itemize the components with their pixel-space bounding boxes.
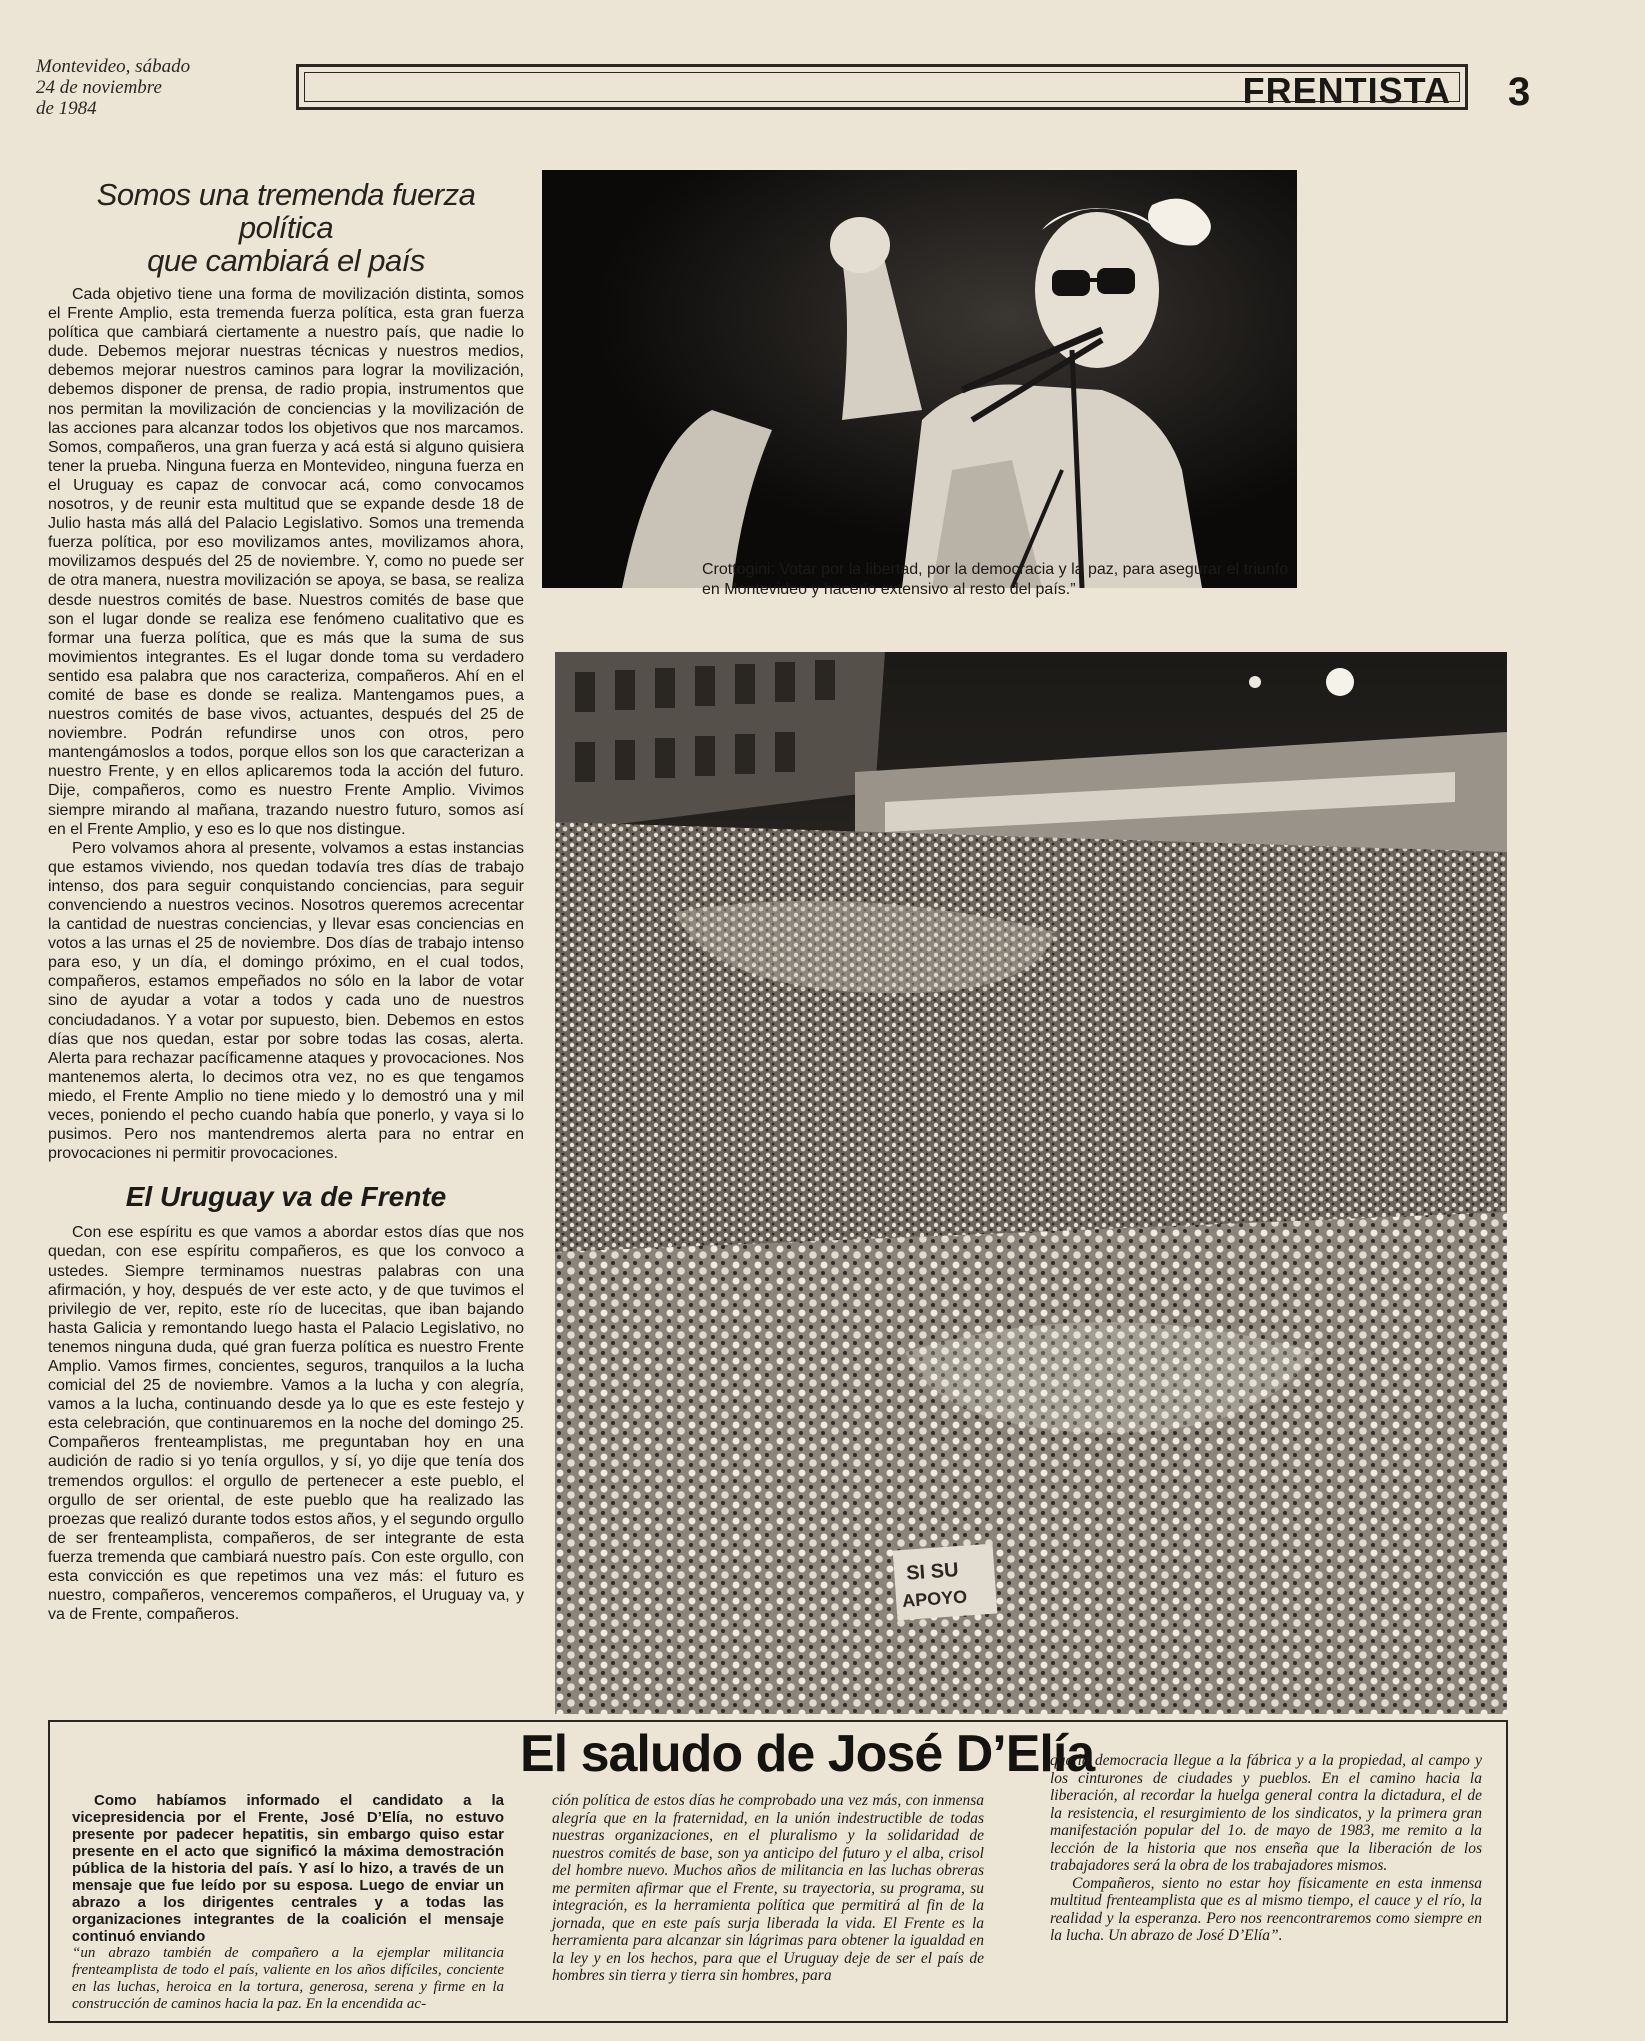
headline-line: Somos una tremenda fuerza política [96, 177, 476, 245]
bottom-paragraph: ción política de estos días he comprobado una vez más, con inmensa alegría que en la fraternidad, en la unión indestructible de todas nuestras organizaciones, en el pluralismo y la solidaridad de nuestros comités de base, son ya anticipo del futuro y el alba, crisol del hombre nuevo. Muchos años de militancia en las luchas obreras me permiten afirmar que el Frente, su trayectoria, su programa, su integración, es la herramienta política que permitirá al fin de la jornada, que en este país surja liberada la vida. El Frente es la herramienta para alcanzar sin lágrimas para obtener la igualdad en la ley y en los hechos, para que el Uruguay deje de ser el país de hombres sin tierra y tierra sin hombres, para [552, 1792, 984, 1984]
photo-caption: Crottogini: Votar por la libertad, por la democracia y la paz, para asegurar el triunfo en Montevideo y hacerlo extensivo al resto del país.” [702, 561, 1289, 598]
article-paragraph: Cada objetivo tiene una forma de movilización distinta, somos el Frente Amplio, esta tremenda fuerza política, esta gran fuerza política que cambiará ciertamente a nuestro país, que nadie lo dude. Debemos mejorar nuestras técnicas y nuestros medios, debemos mejorar nuestros caminos para lograr la movilización, debemos disponer de prensa, de radio propia, instrumentos que nos permitan la movilización de conciencias y la movilización de las acciones para alcanzar todos los objetivos que nos marcamos. Somos, compañeros, una gran fuerza y acá está si alguno quisiera tener la prueba. Ninguna fuerza en Montevideo, ninguna fuerza en el Uruguay es capaz de convocar acá, como convocamos nosotros, y de reunir esta multitud que se expande desde 18 de Julio hasta más allá del Palacio Legislativo. Somos una tremenda fuerza política, por eso movilizamos antes, movilizamos ahora, movilizamos después del 25 de noviembre. Y, como no puede ser de otra manera, nuestra movilización se apoya, se basa, se realiza desde nuestros comités de base. Nuestros comités de base que son el lugar donde se realiza ese fenómeno cualitativo que es formar una fuerza política, que es más que la suma de sus movimientos integrantes. Es el lugar donde toma su verdadero sentido esa palabra que nos caracteriza, compañeros. Ahí en el comité de base es donde se realiza. Mantengamos pues, a nuestros comités de base vivos, actuantes, después del 25 de noviembre. Podrán refundirse unos con otros, pero mantengámoslos a todos, porque ellos son los que caracterizan a nuestro Frente, y en ellos aplicaremos toda la acción del futuro. Dije, compañeros, como es nuestro Frente Amplio. Vivimos siempre mirando al mañana, trazando nuestro futuro, somos así en el Frente Amplio, y eso es lo que nos distingue. [48, 286, 524, 838]
article-body [48, 285, 524, 1163]
dateline-line: de 1984 [36, 98, 97, 119]
banner-text: SI SU [905, 1559, 960, 1585]
main-article [48, 178, 524, 1624]
bottom-headline: El saludo de José D’Elía [520, 1725, 1095, 1783]
speaker-photo [542, 170, 1297, 588]
bottom-column-2 [552, 1792, 984, 1985]
article-headline [48, 178, 524, 277]
crowd-photo [555, 652, 1507, 1714]
article-body-2 [48, 1223, 524, 1624]
bottom-paragraph: que la democracia llegue a la fábrica y a la propiedad, al campo y los cinturones de ciudades y pueblos. En el camino hacia la liberación, al recordar la huelga general contra la dictadura, el de la resistencia, el resurgimiento de los sindicatos, y la primera gran manifestación popular del 1o. de mayo de 1983, me remito a la lección de la historia que nos enseña que la liberación de los trabajadores será la obra de los trabajadores mismos. [1050, 1752, 1482, 1874]
banner-text: APOYO [901, 1586, 968, 1612]
masthead-title: FRENTISTA [1242, 70, 1451, 111]
dateline-line: 24 de noviembre [36, 77, 162, 98]
masthead-frame [296, 64, 1468, 110]
bottom-intro: Como habíamos informado el candidato a la vicepresidencia por el Frente, José D’Elía, no estuvo presente por padecer hepatitis, sin embargo quiso estar presente en el acto que significó la máxima demostración pública de la historia del país. Y así lo hizo, a través de un mensaje que fue leído por su esposa. Luego de enviar un abrazo a los dirigentes centrales y a todas las organizaciones integrantes de la coalición el mensaje continuó enviando [72, 1792, 504, 1945]
crowd-photo-graphic [555, 652, 1507, 1714]
dateline-line: Montevideo, sábado [36, 56, 191, 77]
bottom-column-1 [72, 1792, 504, 2013]
article-paragraph: Con ese espíritu es que vamos a abordar estos días que nos quedan, con ese espíritu compañeros, es que los convoco a ustedes. Siempre terminamos nuestras palabras con una afirmación, y hoy, después de ver este acto, y de que tuvimos el privilegio de ver, repito, este río de lucecitas, que iban bajando hasta Galicia y remontando luego hasta el Palacio Legislativo, no tenemos ninguna duda, qué gran fuerza política es nuestro Frente Amplio. Vamos firmes, concientes, seguros, tranquilos a la lucha comicial del 25 de noviembre. Vamos a la lucha y con alegría, vamos a la lucha, continuando desde ya lo que es este festejo y esta celebración, que continuaremos en la noche del domingo 25. Compañeros frenteamplistas, me preguntaban hoy en una audición de radio si yo tenía orgullos, y sí, yo dije que tenía dos tremendos orgullos: el orgullo de pertenecer a este pueblo, el orgullo de ser oriental, de este pueblo que ha realizado las proezas que realizó durante todos estos años, y el segundo orgullo de ser frenteamplista, compañeros, de ser integrante de esta fuerza tremenda que cambiará nuestro país. Con este orgullo, con esta convicción es que repetimos una vez más: el futuro es nuestro, compañeros, venceremos compañeros, el Uruguay va, y va de Frente, compañeros. [48, 1224, 524, 1624]
article-paragraph: Pero volvamos ahora al presente, volvamos a estas instancias que estamos viviendo, nos quedan todavía tres días de trabajo intenso, dos para seguir conquistando conciencias, para seguir convenciendo a nuestros vecinos. Nosotros queremos acrecentar la cantidad de nuestras conciencias, y llevar esas conciencias en votos a las urnas el 25 de noviembre. Dos días de trabajo intenso para eso, y un día, el domingo próximo, en el cual todos, compañeros, estamos empeñados no sólo en la labor de votar sino de ayudar a votar a todos y cada uno de nuestros conciudadanos. Y a votar por supuesto, bien. Debemos en estos días que nos quedan, estar por sobre todas las cosas, alerta. Alerta para rechazar pacíficamenne ataques y provocaciones. Nos mantenemos alerta, lo decimos otra vez, no es que tengamos miedo, el Frente Amplio no tiene miedo y lo demostró una y mil veces, poniendo el pecho cuando había que ponerlo, y vaya si lo pusimos. Pero nos mantendremos alerta para no entrar en provocaciones ni permitir provocaciones. [48, 839, 524, 1163]
bottom-column-3 [1050, 1752, 1482, 1945]
headline-line: que cambiará el país [147, 243, 425, 278]
article-subhead: El Uruguay va de Frente [125, 1181, 447, 1213]
dateline [36, 56, 256, 119]
page-number: 3 [1508, 70, 1531, 114]
speaker-photo-graphic [542, 170, 1297, 588]
bottom-paragraph: Compañeros, siento no estar hoy físicamente en esta inmensa multitud frenteamplista que es al mismo tiempo, el cauce y el río, la realidad y la esperanza. Pero nos reencontraremos como siempre en la lucha. Un abrazo de José D’Elía”. [1050, 1874, 1482, 1944]
bottom-quote: “un abrazo también de compañero a la ejemplar militancia frenteamplista de todo el país, valiente en los años difíciles, conciente en las luchas, heroica en la tortura, generosa, serena y firme en la construcción de caminos hacia la paz. En la encendida ac- [72, 1945, 504, 2012]
